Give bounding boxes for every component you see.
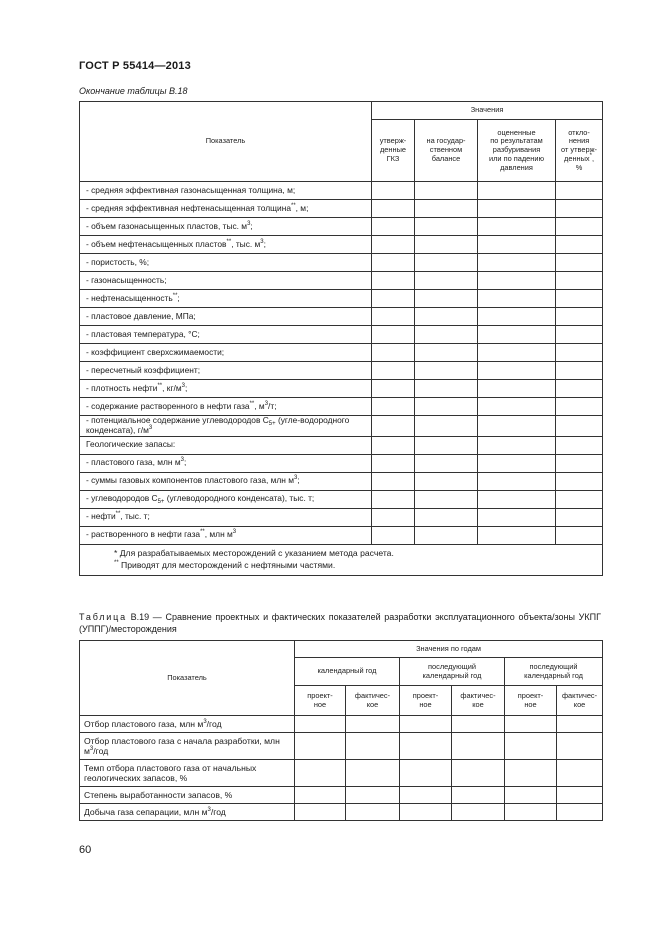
value-cell [346, 760, 400, 787]
row-label: - средняя эффективная нефтенасыщенная толщина**, м; [80, 200, 372, 218]
table-row [80, 760, 603, 787]
value-cell [557, 733, 603, 760]
value-cell [400, 787, 452, 804]
row-label: - нефти**, тыс. т; [80, 508, 372, 526]
table-row [80, 490, 603, 508]
value-cell [415, 182, 478, 200]
value-cell [556, 200, 603, 218]
table-19-caption-text: В.19 — Сравнение проектных и фактических показателей разработки эксплуатационного объекта/зоны УКПГ (УППГ)/месторождения [79, 612, 601, 634]
table-row [80, 326, 603, 344]
table-row [80, 200, 603, 218]
table-row [80, 454, 603, 472]
value-cell [478, 272, 556, 290]
value-cell [452, 787, 505, 804]
value-cell [415, 200, 478, 218]
value-cell [556, 308, 603, 326]
subheader-projected: проект- ное [400, 686, 452, 716]
row-label: - пересчетный коэффициент; [80, 362, 372, 380]
value-cell [478, 236, 556, 254]
value-cell [478, 218, 556, 236]
value-cell [372, 290, 415, 308]
value-cell [295, 760, 346, 787]
table-row [80, 380, 603, 398]
value-cell [372, 508, 415, 526]
row-label: - пластовое давление, МПа; [80, 308, 372, 326]
value-cell [415, 526, 478, 544]
table-row [80, 733, 603, 760]
value-cell [452, 733, 505, 760]
value-cell [372, 416, 415, 437]
value-cell [400, 760, 452, 787]
value-cell [556, 182, 603, 200]
value-cell [505, 787, 557, 804]
value-cell [556, 472, 603, 490]
value-cell [295, 733, 346, 760]
value-cell [556, 218, 603, 236]
value-cell [415, 508, 478, 526]
value-cell [452, 760, 505, 787]
value-cell [478, 416, 556, 437]
row-label: - пористость, %; [80, 254, 372, 272]
row-label: - содержание растворенного в нефти газа**, $м^3/т$; [80, 398, 372, 416]
value-cell [415, 454, 478, 472]
row-label: Добыча газа сепарации, млн $м^3$/год [80, 804, 295, 821]
table-row [80, 398, 603, 416]
subheader-projected: проект- ное [295, 686, 346, 716]
value-cell [505, 760, 557, 787]
value-cell [372, 182, 415, 200]
value-cell [415, 344, 478, 362]
value-cell [415, 272, 478, 290]
row-label: Темп отбора пластового газа от начальных геологических запасов, % [80, 760, 295, 787]
row-label: - объем нефтенасыщенных пластов**, тыс. $м^3$; [80, 236, 372, 254]
row-label: - коэффициент сверхсжимаемости; [80, 344, 372, 362]
value-cell [505, 716, 557, 733]
value-cell [372, 236, 415, 254]
row-label: - суммы газовых компонентов пластового газа, млн $м^3$; [80, 472, 372, 490]
value-cell [372, 200, 415, 218]
value-cell [556, 436, 603, 454]
value-cell [400, 804, 452, 821]
value-cell [478, 526, 556, 544]
table-row [80, 344, 603, 362]
row-label: Геологические запасы: [80, 436, 372, 454]
value-cell [556, 272, 603, 290]
value-cell [478, 200, 556, 218]
table-row [80, 308, 603, 326]
value-cell [372, 490, 415, 508]
value-cell [372, 436, 415, 454]
value-cell [478, 490, 556, 508]
row-label: - растворенного в нефти газа**, млн $м^3$ [80, 526, 372, 544]
value-cell [557, 716, 603, 733]
value-cell [372, 218, 415, 236]
row-label: Отбор пластового газа с начала разработки, млн $м^3$/год [80, 733, 295, 760]
row-label: - пластовая температура, °С; [80, 326, 372, 344]
value-cell [556, 362, 603, 380]
value-cell [372, 326, 415, 344]
table-row [80, 254, 603, 272]
value-cell [415, 218, 478, 236]
row-label: - объем газонасыщенных пластов, тыс. $м^3$; [80, 218, 372, 236]
subheader-deviation: откло- нения от утверж- денных*, % [556, 120, 603, 182]
value-cell [372, 308, 415, 326]
table-row [80, 472, 603, 490]
value-cell [478, 454, 556, 472]
value-cell [452, 804, 505, 821]
value-cell [505, 804, 557, 821]
value-cell [372, 472, 415, 490]
value-cell [415, 436, 478, 454]
row-label: - плотность нефти**, $кг/м^3$; [80, 380, 372, 398]
value-cell [415, 326, 478, 344]
table-row [80, 716, 603, 733]
row-label: Отбор пластового газа, млн $м^3$/год [80, 716, 295, 733]
value-cell [556, 526, 603, 544]
value-cell [372, 380, 415, 398]
value-cell [557, 787, 603, 804]
value-cell [556, 508, 603, 526]
table-row [80, 416, 603, 437]
row-label: - газонасыщенность; [80, 272, 372, 290]
table-19-caption-prefix: Таблица [79, 612, 127, 622]
value-cell [556, 398, 603, 416]
t19-column-header-values: Значения по годам [295, 641, 603, 658]
table-row [80, 526, 603, 544]
value-cell [556, 344, 603, 362]
table-row [80, 787, 603, 804]
value-cell [346, 804, 400, 821]
value-cell [346, 733, 400, 760]
table-row [80, 508, 603, 526]
subheader-state-balance: на государ- ственном балансе [415, 120, 478, 182]
subheader-approved: утверж- денные ГКЗ [372, 120, 415, 182]
value-cell [400, 733, 452, 760]
value-cell [557, 804, 603, 821]
table-19 [79, 640, 603, 821]
value-cell [415, 398, 478, 416]
value-cell [295, 716, 346, 733]
value-cell [415, 490, 478, 508]
table-row [80, 272, 603, 290]
row-label: - нефтенасыщенность**; [80, 290, 372, 308]
value-cell [478, 398, 556, 416]
value-cell [346, 787, 400, 804]
value-cell [478, 290, 556, 308]
value-cell [478, 472, 556, 490]
value-cell [372, 272, 415, 290]
table-row [80, 236, 603, 254]
value-cell [556, 236, 603, 254]
value-cell [346, 716, 400, 733]
value-cell [478, 436, 556, 454]
value-cell [452, 716, 505, 733]
value-cell [415, 380, 478, 398]
year-group-header: календарный год [295, 658, 400, 686]
value-cell [415, 290, 478, 308]
table-row [80, 182, 603, 200]
row-label: - пластового газа, млн $м^3$; [80, 454, 372, 472]
table-row [80, 290, 603, 308]
table-18 [79, 101, 603, 576]
value-cell [295, 787, 346, 804]
row-label: Степень выработанности запасов, % [80, 787, 295, 804]
value-cell [478, 326, 556, 344]
subheader-estimated: оцененные по результатам разбуривания или по падению давления [478, 120, 556, 182]
subheader-actual: фактичес- кое [557, 686, 603, 716]
value-cell [478, 254, 556, 272]
row-label: - средняя эффективная газонасыщенная толщина, м; [80, 182, 372, 200]
value-cell [372, 254, 415, 272]
value-cell [415, 236, 478, 254]
value-cell [372, 526, 415, 544]
value-cell [556, 290, 603, 308]
footnote-1: * Для разрабатываемых месторождений с указанием метода расчета. [114, 547, 394, 558]
table-19-caption [79, 612, 601, 635]
table-row [80, 362, 603, 380]
value-cell [478, 344, 556, 362]
value-cell [372, 362, 415, 380]
column-header-indicator: Показатель [80, 102, 372, 182]
column-header-values: Значения [372, 102, 603, 120]
row-label: - углеводородов $С_{5+}$ (углеводородного конденсата), тыс. т; [80, 490, 372, 508]
value-cell [505, 733, 557, 760]
t19-column-header-indicator: Показатель [80, 641, 295, 716]
table-row [80, 804, 603, 821]
value-cell [478, 362, 556, 380]
value-cell [556, 490, 603, 508]
table-18-footnotes [80, 544, 603, 575]
value-cell [478, 182, 556, 200]
value-cell [556, 380, 603, 398]
value-cell [415, 472, 478, 490]
value-cell [295, 804, 346, 821]
value-cell [415, 308, 478, 326]
year-group-header: последующий календарный год [400, 658, 505, 686]
value-cell [556, 254, 603, 272]
value-cell [478, 380, 556, 398]
table-row [80, 436, 603, 454]
subheader-actual: фактичес- кое [346, 686, 400, 716]
row-label: - потенциальное содержание углеводородов $С_{5+}$ (угле-водородного конденсата), $г/м^3$ [80, 416, 372, 437]
page-number: 60 [79, 844, 92, 856]
document-header: ГОСТ Р 55414—2013 [79, 60, 191, 72]
footnote-2: ** Приводят для месторождений с нефтяными частями. [114, 560, 336, 571]
value-cell [556, 454, 603, 472]
value-cell [556, 326, 603, 344]
table-18-caption: Окончание таблицы В.18 [79, 86, 188, 96]
value-cell [415, 416, 478, 437]
value-cell [400, 716, 452, 733]
value-cell [478, 508, 556, 526]
value-cell [372, 344, 415, 362]
subheader-actual: фактичес- кое [452, 686, 505, 716]
value-cell [415, 254, 478, 272]
value-cell [372, 454, 415, 472]
value-cell [557, 760, 603, 787]
value-cell [556, 416, 603, 437]
value-cell [372, 398, 415, 416]
table-row [80, 218, 603, 236]
subheader-projected: проект- ное [505, 686, 557, 716]
value-cell [478, 308, 556, 326]
year-group-header: последующий календарный год [505, 658, 603, 686]
value-cell [415, 362, 478, 380]
